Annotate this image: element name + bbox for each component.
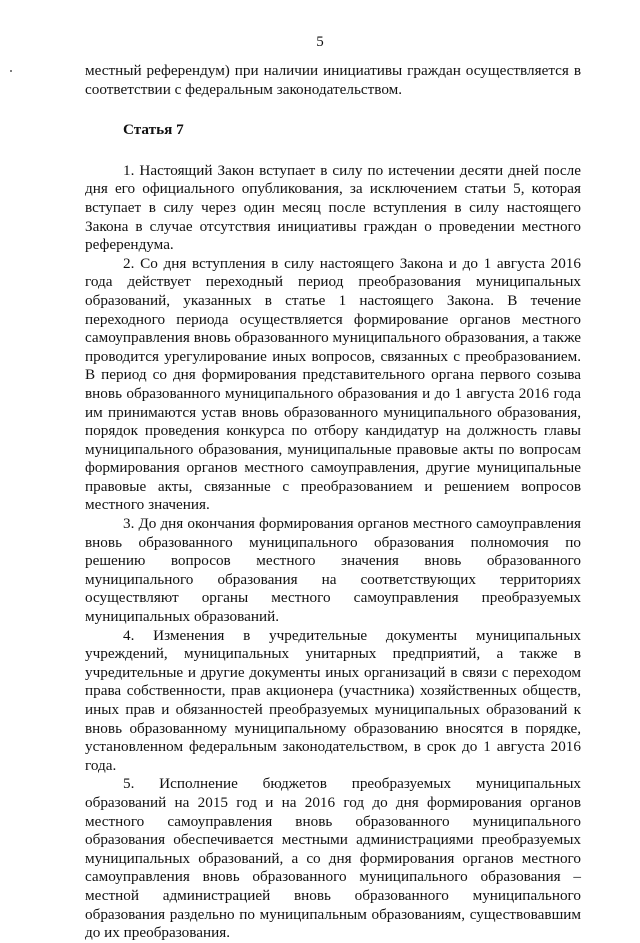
page-number: 5	[316, 34, 324, 50]
article-paragraph-3: 3. До дня окончания формирования органов местного самоуправления вновь образованного муниципального образования полномочия по решению вопросов местного значения вновь образованного муниципального образования на соответствующих территориях осуществляют органы местного самоуправления преобразуемых муниципальных образований.	[85, 515, 581, 626]
scan-speck	[10, 70, 12, 72]
article-heading: Статья 7	[123, 121, 184, 139]
document-body	[85, 62, 581, 943]
article-paragraph-1: 1. Настоящий Закон вступает в силу по истечении десяти дней после дня его официального опубликования, за исключением статьи 5, которая вступает в силу через один месяц после вступления в силу настоящего Закона в случае отсутствия инициативы граждан о проведении местного референдума.	[85, 161, 581, 254]
intro-text: местный референдум) при наличии инициативы граждан осуществляется в соответствии с федеральным законодательством.	[85, 62, 581, 98]
article-paragraph-4: 4. Изменения в учредительные документы муниципальных учреждений, муниципальных унитарных предприятий, а также в учредительные и другие документы иных организаций в связи с переходом права собственности, прав акционера (участника) хозяйственных обществ, иных прав и обязанностей преобразуемых муниципальных образований к вновь образованному муниципальному образованию вносятся в порядке, установленном федеральным законодательством, в срок до 1 августа 2016 года.	[85, 626, 581, 774]
article-paragraph-2: 2. Со дня вступления в силу настоящего Закона и до 1 августа 2016 года действует переходный период преобразования муниципальных образований, указанных в статье 1 настоящего Закона. В течение переходного периода осуществляется формирование органов местного самоуправления вновь образованного муниципального образования, а также проводится урегулирование иных вопросов, связанных с преобразованием. В период со дня формирования представительного органа первого созыва вновь образованного муниципального образования и до 1 августа 2016 года им принимаются устав вновь образованного муниципального образования, порядок проведения конкурса по отбору кандидатур на должность главы муниципального образования, муниципальные правовые акты по вопросам формирования органов местного самоуправления, другие муниципальные правовые акты, связанные с преобразованием и решением вопросов местного значения.	[85, 254, 581, 514]
article-paragraph-5: 5. Исполнение бюджетов преобразуемых муниципальных образований на 2015 год и на 2016 год до дня формирования органов местного самоуправления вновь образованного муниципального образования обеспечивается местными администрациями преобразуемых муниципальных образований, а со дня формирования органов местного самоуправления вновь образованного муниципального образования – местной администрацией вновь образованного муниципального образования раздельно по муниципальным образованиям, существовавшим до их преобразования.	[85, 775, 581, 942]
